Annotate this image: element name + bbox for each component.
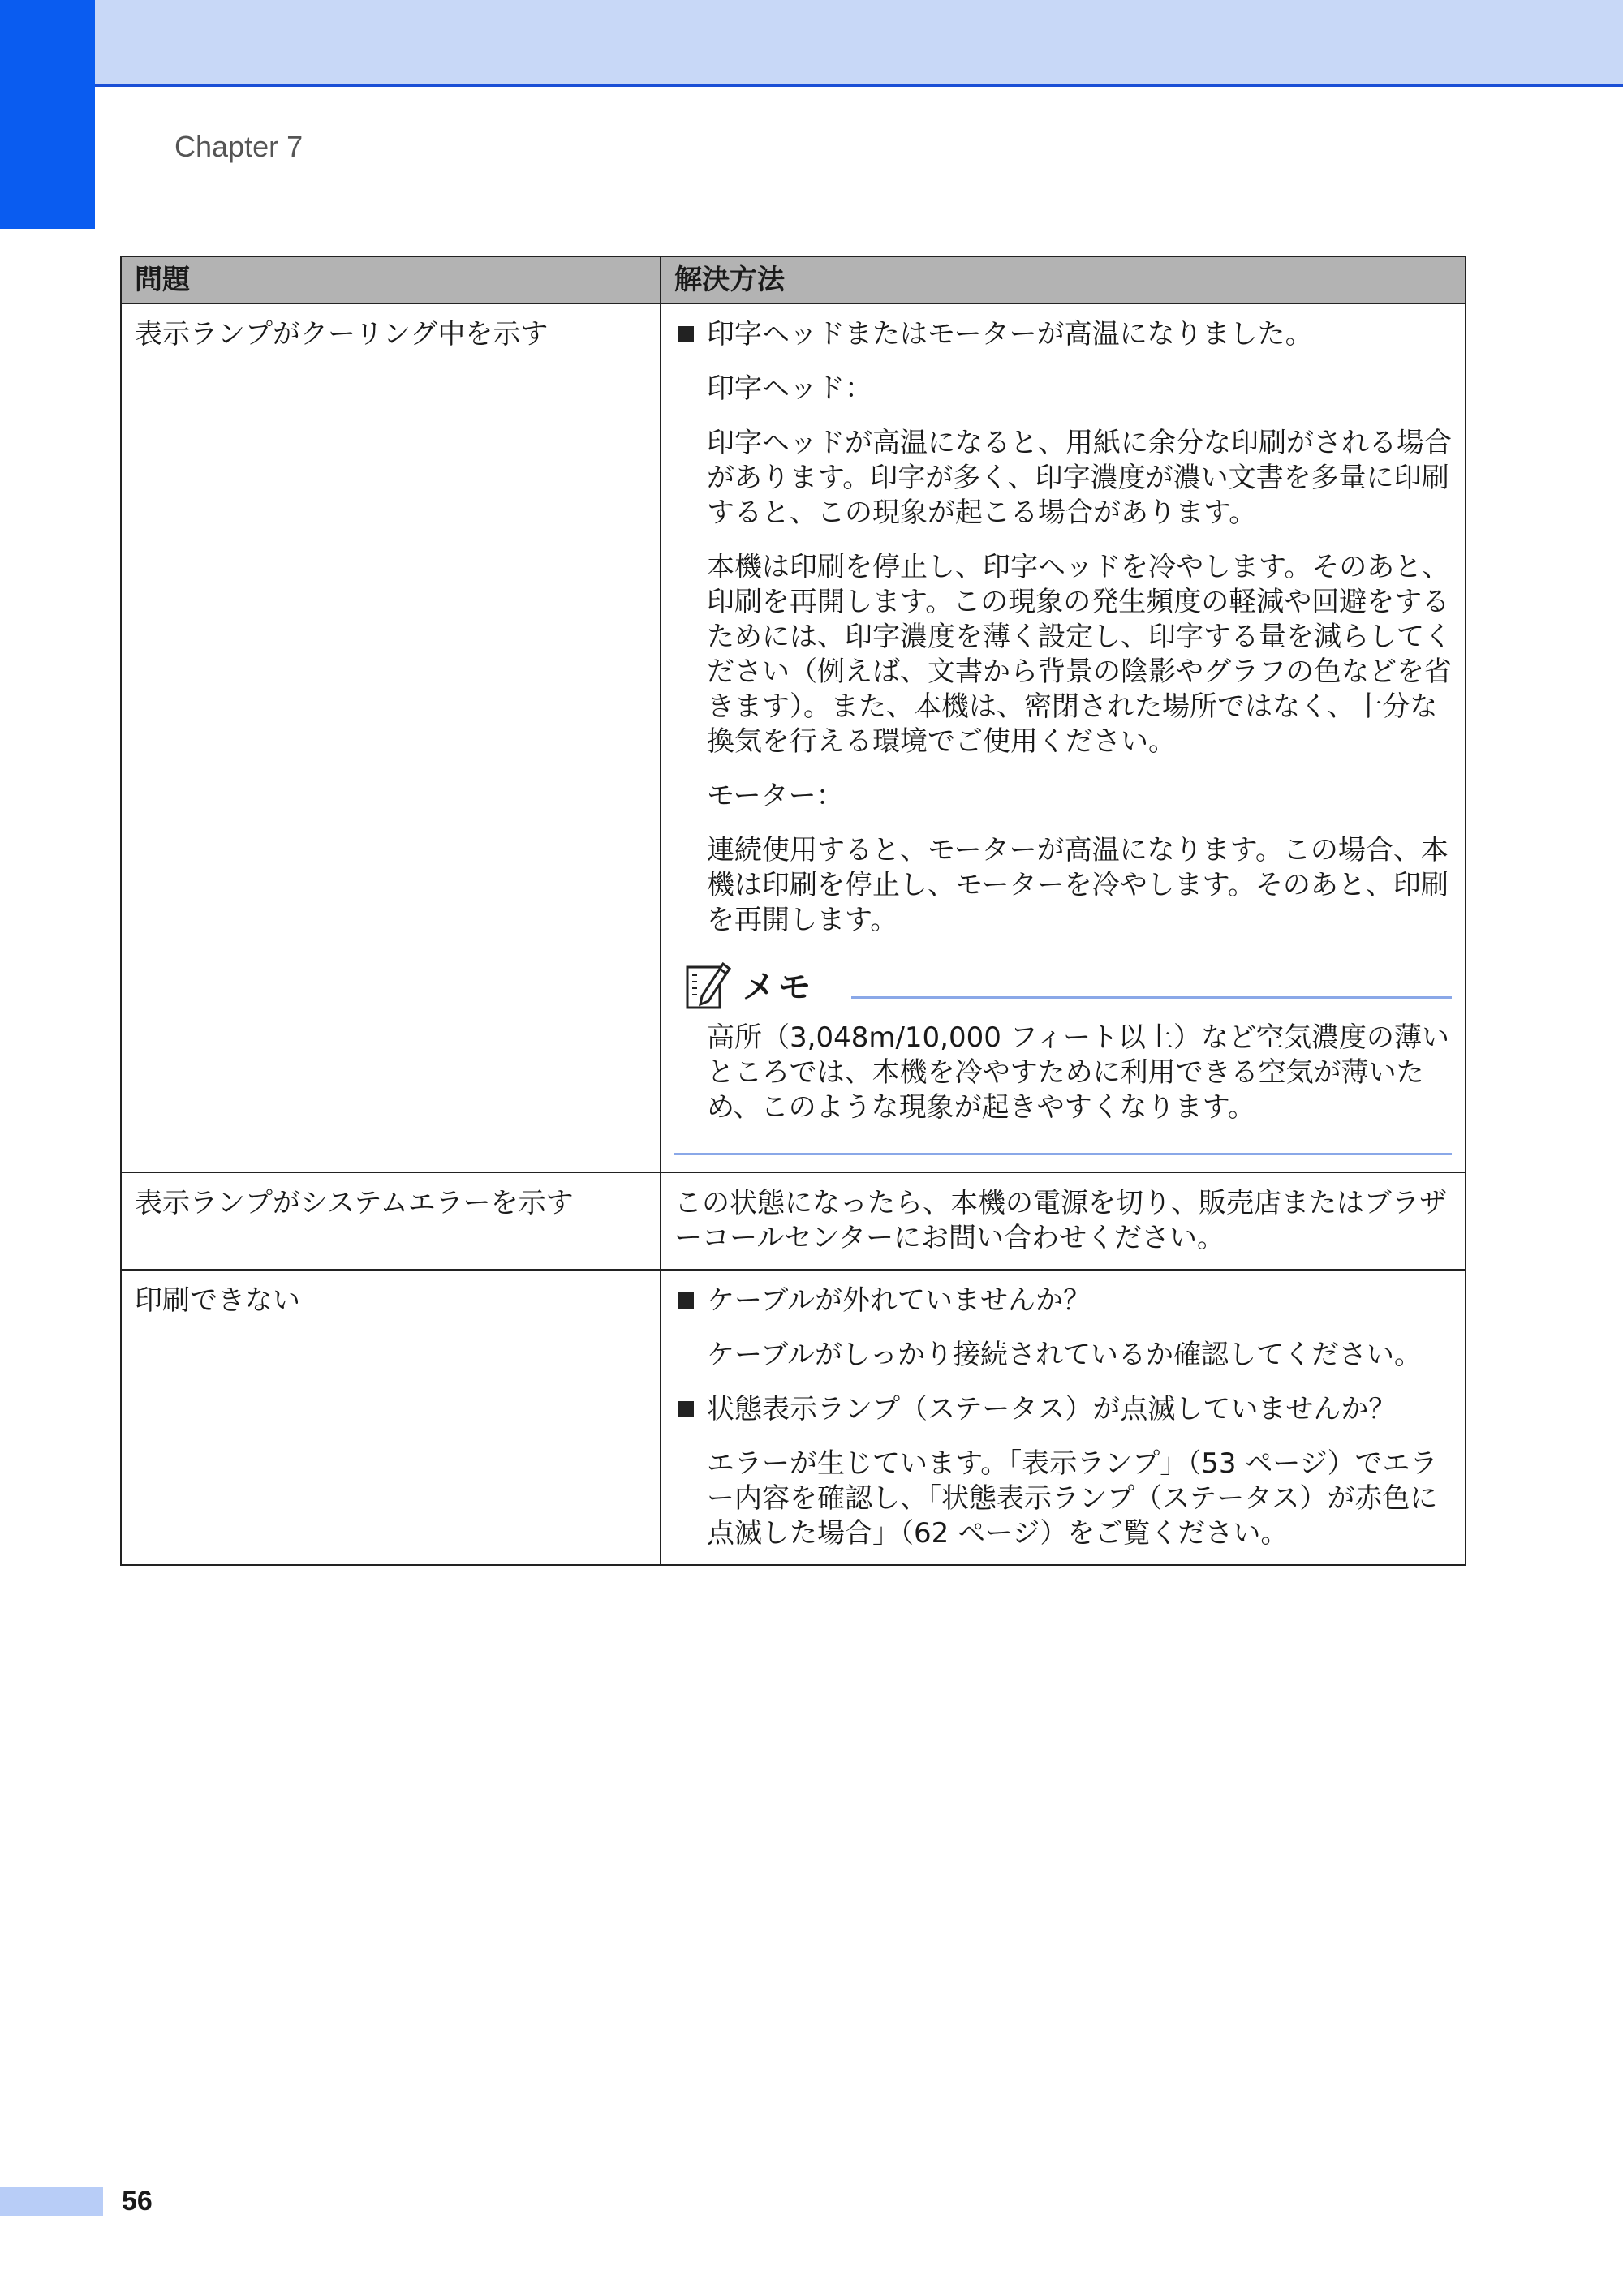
subheading-motor: モーター：: [707, 780, 844, 812]
chapter-label: Chapter 7: [174, 130, 304, 163]
paragraph: この状態になったら、本機の電源を切り、販売店またはブラザーコールセンターにお問い合わせください。: [674, 1187, 1447, 1254]
troubleshooting-table: [120, 256, 1466, 1566]
memo-pencil-icon: [682, 959, 733, 1013]
problem-cell: [121, 1172, 661, 1270]
table-row: [121, 1172, 1466, 1270]
page-number: 56: [122, 2186, 153, 2216]
top-header-band: [0, 0, 1623, 87]
note-bottom-divider: [674, 1153, 1452, 1155]
bullet-item: 状態表示ランプ（ステータス）が点滅していませんか？: [674, 1392, 1452, 1427]
subheading-print-head: 印字ヘッド：: [707, 372, 872, 405]
bullet-item: 印字ヘッドまたはモーターが高温になりました。: [674, 317, 1452, 352]
column-header-problem: 問題: [121, 256, 661, 303]
column-header-solution: 解決方法: [661, 256, 1466, 303]
paragraph: ケーブルがしっかり接続されているか確認してください。: [707, 1339, 1422, 1371]
table-row: [121, 1270, 1466, 1565]
table-row: [121, 303, 1466, 1172]
problem-text: 表示ランプがシステムエラーを示す: [135, 1187, 574, 1219]
note-divider: [851, 996, 1452, 999]
note-header: [674, 956, 1452, 1021]
note-text: 高所（3,048m/10,000 フィート以上）など空気濃度の薄いところでは、本機を冷やすために利用できる空気が薄いため、このような現象が起きやすくなります。: [707, 1021, 1449, 1124]
paragraph: 印字ヘッドが高温になると、用紙に余分な印刷がされる場合があります。印字が多く、印字濃度が濃い文書を多量に印刷すると、この現象が起こる場合があります。: [707, 427, 1452, 529]
page-number-bar: [0, 2187, 103, 2216]
solution-cell: [661, 1172, 1466, 1270]
paragraph: エラーが生じています。「表示ランプ」（53 ページ）でエラー内容を確認し、「状態表示ランプ（ステータス）が赤色に点滅した場合」（62 ページ）をご覧ください。: [707, 1447, 1438, 1550]
problem-cell: [121, 1270, 661, 1565]
solution-cell: [661, 303, 1466, 1172]
chapter-tab-marker: [0, 0, 95, 229]
solution-cell: [661, 1270, 1466, 1565]
table-header-row: [121, 256, 1466, 303]
problem-cell: [121, 303, 661, 1172]
bullet-item: ケーブルが外れていませんか？: [674, 1283, 1452, 1318]
paragraph: 本機は印刷を停止し、印字ヘッドを冷やします。そのあと、印刷を再開します。この現象の発生頻度の軽減や回避をするためには、印字濃度を薄く設定し、印字する量を減らしてください（例えば、文書から背景の陰影やグラフの色などを省きます）。また、本機は、密閉された場所ではなく、十分な換気を行える環境でご使用ください。: [707, 551, 1452, 758]
note-title: メモ: [743, 969, 814, 1006]
paragraph: 連続使用すると、モーターが高温になります。この場合、本機は印刷を停止し、モーターを冷やします。そのあと、印刷を再開します。: [707, 834, 1449, 936]
problem-text: 印刷できない: [135, 1284, 300, 1317]
problem-text: 表示ランプがクーリング中を示す: [135, 318, 549, 350]
